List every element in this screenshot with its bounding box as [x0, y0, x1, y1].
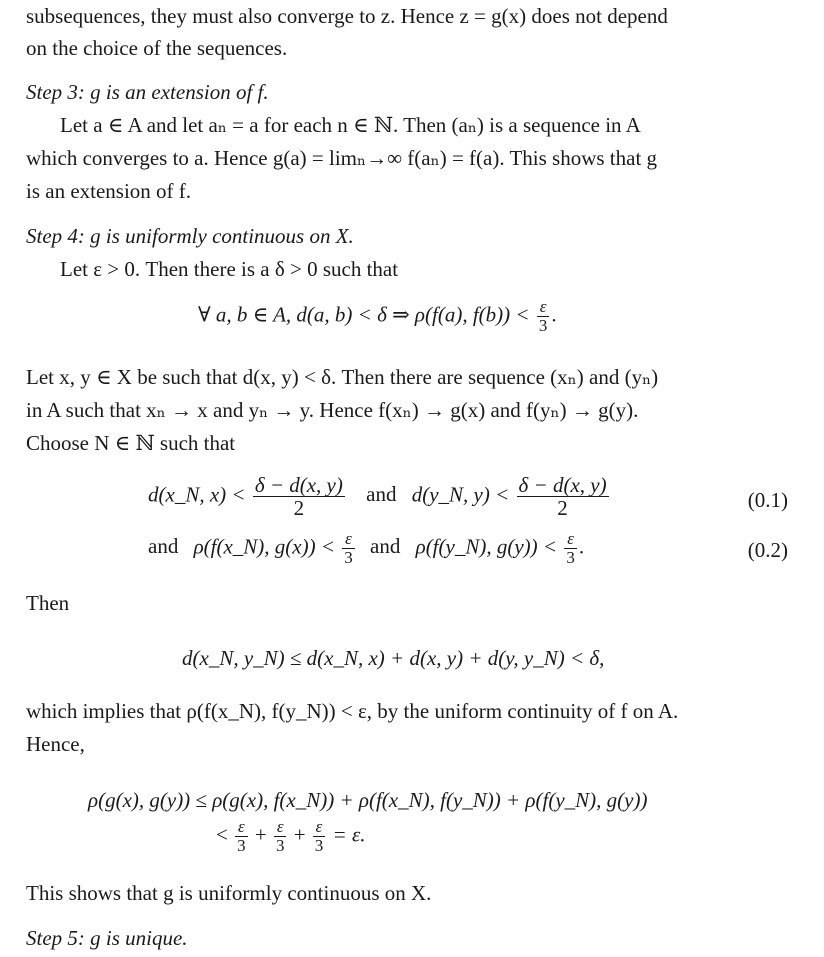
denominator: 2	[557, 496, 568, 520]
conjunction: and	[370, 534, 401, 559]
fraction	[253, 474, 345, 519]
text-line: on the choice of the sequences.	[26, 36, 288, 60]
text-line: Hence,	[26, 732, 85, 756]
display-equation-uniform: ∀ a, b ∈ A, d(a, b) < δ ⇒ ρ(f(a), f(b)) < $\frac{\varepsilon}{3}$ .	[198, 297, 557, 335]
denominator: 3	[566, 548, 575, 567]
text-line: Then	[26, 591, 70, 615]
numerator: ε	[313, 818, 326, 837]
plus: +	[293, 822, 306, 847]
fraction-eps-3	[342, 530, 355, 567]
numerator: ε	[564, 530, 577, 549]
numerator: ε	[537, 298, 550, 317]
fraction-eps-3	[537, 298, 550, 335]
fraction-eps-3	[313, 818, 326, 855]
equation-text: ∀ a, b ∈ A, d(a, b) < δ ⇒ ρ(f(a), f(b)) <	[198, 302, 530, 327]
equation-0-2: and ρ(f(x_N), g(x)) < $\frac{\varepsilon}{3}$ and ρ(f(y_N), g(y)) < $\frac{\varepsilon}{3}$ .	[148, 529, 585, 567]
text-line: subsequences, they must also converge to z. Hence z = g(x) does not depend	[26, 4, 668, 28]
equation-number: (0.1)	[747, 488, 788, 512]
display-equation-rho-line-2	[216, 818, 365, 855]
text-line: This shows that g is uniformly continuous on X.	[26, 881, 432, 905]
conjunction: and	[366, 482, 397, 507]
text-line: Let ε > 0. Then there is a δ > 0 such that	[60, 257, 399, 281]
text-line: Choose N ∈ ℕ such that	[26, 431, 236, 455]
equation-number: (0.2)	[747, 538, 788, 562]
display-equation-distance: d(x_N, y_N) ≤ d(x_N, x) + d(x, y) + d(y, y_N) < δ,	[182, 646, 605, 670]
denominator: 2	[293, 496, 305, 520]
equation-text: d(x_N, x) <	[148, 482, 246, 507]
conjunction: and	[148, 534, 179, 559]
fraction-eps-3	[235, 818, 248, 855]
fraction-eps-3	[274, 818, 287, 855]
fraction	[517, 474, 609, 519]
text-line: which implies that ρ(f(x_N), f(y_N)) < ε, by the uniform continuity of f on A.	[26, 699, 679, 723]
equation-text: ρ(f(y_N), g(y)) <	[415, 534, 558, 559]
denominator: 3	[538, 316, 548, 335]
fraction-eps-3	[564, 530, 577, 567]
numerator: ε	[274, 818, 287, 837]
text-line: in A such that xₙ → x and yₙ → y. Hence f(xₙ) → g(x) and f(yₙ) → g(y).	[26, 398, 639, 422]
denominator: 3	[314, 836, 324, 855]
text-line: is an extension of f.	[26, 179, 192, 203]
numerator: δ − d(x, y)	[518, 473, 607, 497]
equation-text: d(y_N, y) <	[411, 482, 510, 507]
less-than: <	[216, 822, 228, 847]
numerator: ε	[342, 530, 355, 549]
text-line: Let x, y ∈ X be such that d(x, y) < δ. Then there are sequence (xₙ) and (yₙ)	[26, 365, 659, 389]
equation-text: ρ(f(x_N), g(x)) <	[193, 534, 336, 559]
denominator: 3	[237, 836, 246, 855]
step-3-heading: Step 3: g is an extension of f.	[26, 80, 269, 104]
equation-text: = ε.	[332, 822, 366, 847]
step-4-heading: Step 4: g is uniformly continuous on X.	[26, 224, 354, 248]
plus: +	[254, 822, 267, 847]
display-equation-rho-line-1: ρ(g(x), g(y)) ≤ ρ(g(x), f(x_N)) + ρ(f(x_N), f(y_N)) + ρ(f(y_N), g(y))	[88, 788, 648, 812]
text-line: Let a ∈ A and let aₙ = a for each n ∈ ℕ. Then (aₙ) is a sequence in A	[60, 113, 641, 137]
text-line: which converges to a. Hence g(a) = limₙ→∞ f(aₙ) = f(a). This shows that g	[26, 146, 658, 170]
denominator: 3	[275, 836, 285, 855]
numerator: ε	[235, 818, 248, 837]
equation-0-1	[148, 474, 611, 519]
numerator: δ − d(x, y)	[254, 473, 343, 497]
step-5-heading: Step 5: g is unique.	[26, 926, 188, 950]
denominator: 3	[344, 548, 353, 567]
